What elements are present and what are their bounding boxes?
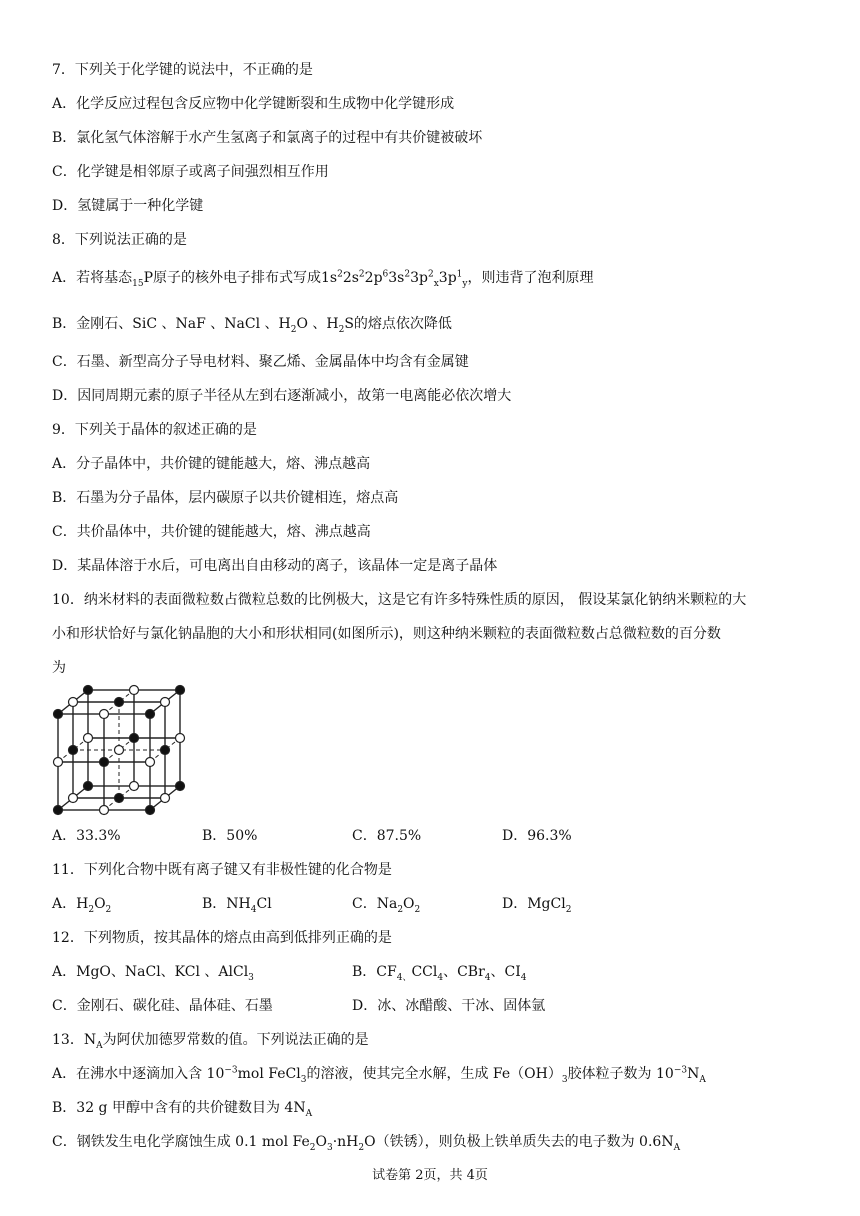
q8-option-a: A．若将基态$_{15}$P原子的核外电子排布式写成$1s^22s^22p^63s^23p^2_x3p^1_y$，则违背了泡利原理: [52, 269, 594, 289]
q7-option-b: B．氯化氢气体溶解于水产生氢离子和氯离子的过程中有共价键被破坏: [52, 130, 483, 146]
q7-option-c: C．化学键是相邻原子或离子间强烈相互作用: [52, 164, 329, 180]
q12-option-d: D．冰、冰醋酸、干冰、固体氩: [352, 998, 546, 1014]
q7-stem: 7．下列关于化学键的说法中，不正确的是: [52, 62, 313, 78]
q7-option-d: D．氢键属于一种化学键: [52, 198, 204, 214]
q13-option-c: C．钢铁发生电化学腐蚀生成 0.1 mol $Fe_2O_3\cdot nH_2O$（铁锈），则负极上铁单质失去的电子数为 $0.6N_A$: [52, 1134, 681, 1153]
q7-option-a: A．化学反应过程包含反应物中化学键断裂和生成物中化学键形成: [52, 96, 455, 112]
q13-stem: 13．$N_A$为阿伏加德罗常数的值。下列说法正确的是: [52, 1032, 369, 1051]
q10-option-d: D．96.3%: [502, 828, 572, 844]
cell-ions: [54, 686, 185, 815]
nacl-unit-cell-figure: [50, 684, 186, 816]
q10-option-b: B．50%: [202, 828, 258, 844]
q9-option-b: B．石墨为分子晶体，层内碳原子以共价键相连，熔点高: [52, 490, 399, 506]
q8-stem: 8．下列说法正确的是: [52, 232, 187, 248]
q8-option-c: C．石墨、新型高分子导电材料、聚乙烯、金属晶体中均含有金属键: [52, 354, 469, 370]
q9-stem: 9．下列关于晶体的叙述正确的是: [52, 422, 257, 438]
q12-option-b: B．$CF_{4、}CCl_4$、CBr$_4$、$CI_4$: [352, 964, 527, 983]
q10-stem-line3: 为: [52, 660, 66, 676]
q11-option-a: A．$H_2O_2$: [52, 896, 112, 915]
q13-option-b: B．32 g 甲醇中含有的共价键数目为 $4N_A$: [52, 1100, 313, 1119]
q12-option-a: A．MgO、NaCl、KCl 、AlCl$_3$: [52, 964, 254, 983]
q12-option-c: C．金刚石、碳化硅、晶体硅、石墨: [52, 998, 273, 1014]
q9-option-a: A．分子晶体中，共价键的键能越大，熔、沸点越高: [52, 456, 371, 472]
q11-option-c: C．$Na_2O_2$: [352, 896, 421, 915]
q9-option-c: C．共价晶体中，共价键的键能越大，熔、沸点越高: [52, 524, 371, 540]
q9-option-d: D．某晶体溶于水后，可电离出自由移动的离子，该晶体一定是离子晶体: [52, 558, 498, 574]
q8-option-b: B．金刚石、SiC 、NaF 、NaCl 、$H_2O$ 、$H_2S$的熔点依次降低: [52, 316, 452, 335]
q13-option-a: A．在沸水中逐滴加入含 $10^{-3}mol$ FeCl$_3$的溶液，使其完全水解，生成 $Fe(OH)_3$胶体粒子数为 $10^{-3}N_A$: [52, 1065, 706, 1085]
q10-option-a: A．33.3%: [52, 828, 121, 844]
q11-option-b: B．$NH_4Cl$: [202, 896, 272, 915]
q11-stem: 11．下列化合物中既有离子键又有非极性键的化合物是: [52, 862, 392, 878]
q8-option-d: D．因同周期元素的原子半径从左到右逐渐减小，故第一电离能必依次增大: [52, 388, 512, 404]
q10-stem-line2: 小和形状恰好与氯化钠晶胞的大小和形状相同(如图所示)，则这种纳米颗粒的表面微粒数占总微粒数的百分数: [52, 626, 721, 642]
q12-stem: 12．下列物质，按其晶体的熔点由高到低排列正确的是: [52, 930, 392, 946]
q10-stem-line1: 10．纳米材料的表面微粒数占微粒总数的比例极大，这是它有许多特殊性质的原因， 假设某氯化钠纳米颗粒的大: [52, 592, 747, 608]
page-footer: 试卷第 2页，共 4页: [372, 1168, 488, 1183]
q10-option-c: C．87.5%: [352, 828, 422, 844]
q11-option-d: D．MgCl$_2$: [502, 896, 572, 915]
